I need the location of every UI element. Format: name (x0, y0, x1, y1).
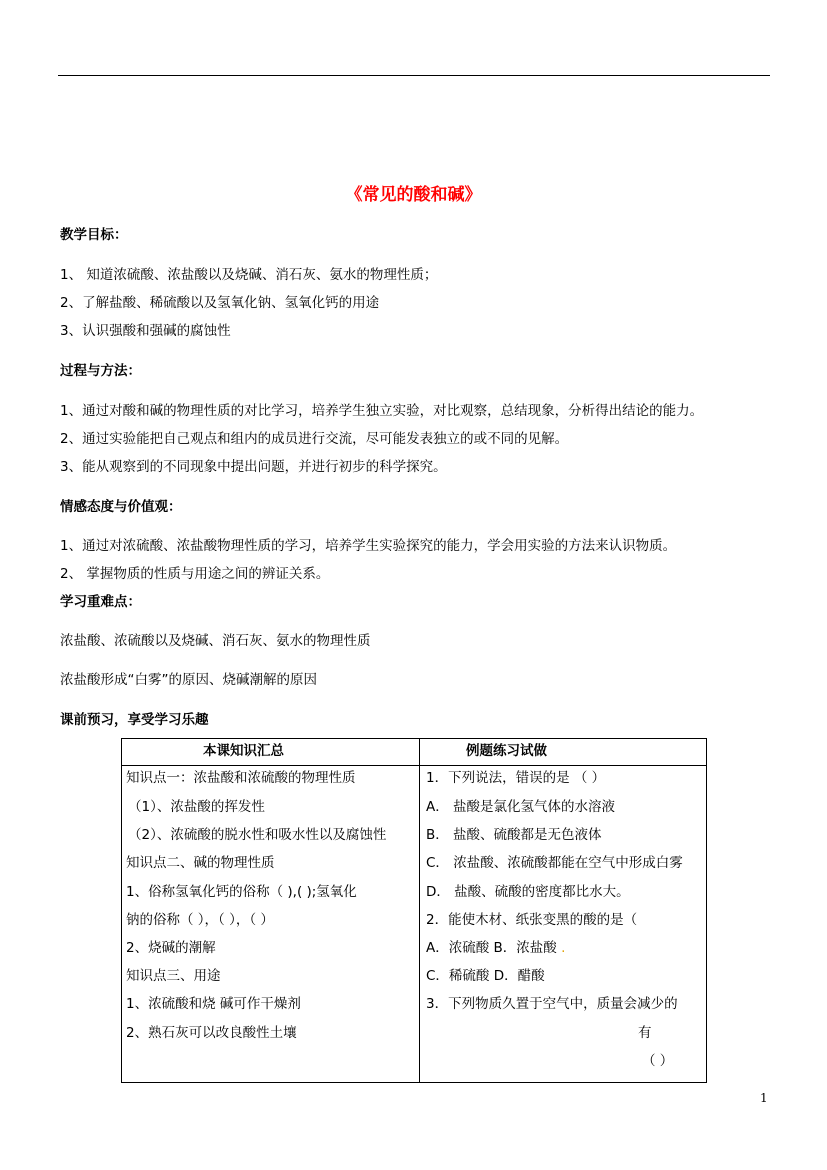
practice-line: C．稀硫酸 D．醋酸 (426, 968, 545, 984)
summary-line: 1、浓硫酸和烧 碱可作干燥剂 (126, 996, 301, 1012)
process-item: 3、能从观察到的不同现象中提出问题，并进行初步的科学探究。 (60, 459, 447, 475)
document-title: 《常见的酸和碱》 (345, 185, 482, 205)
keypoint-item: 浓盐酸形成“白雾”的原因、烧碱潮解的原因 (60, 672, 317, 688)
right-header-text: 例题练习试做 (466, 743, 547, 759)
process-item: 2、通过实验能把自己观点和组内的成员进行交流，尽可能发表独立的或不同的见解。 (60, 431, 569, 447)
summary-line: 知识点三、用途 (126, 968, 221, 984)
summary-line: 2、熟石灰可以改良酸性土壤 (126, 1025, 297, 1041)
practice-line: B． 盐酸、硫酸都是无色液体 (426, 827, 602, 843)
practice-line: A． 盐酸是氯化氢气体的水溶液 (426, 799, 616, 815)
section-heading-objectives: 教学目标： (60, 227, 128, 243)
summary-line: （1）、浓盐酸的挥发性 (128, 799, 265, 815)
objective-item: 2、了解盐酸、稀硫酸以及氢氧化钠、氢氧化钙的用途 (60, 295, 380, 311)
objective-item: 1、 知道浓硫酸、浓盐酸以及烧碱、消石灰、氨水的物理性质； (60, 267, 438, 283)
summary-line: 知识点一：浓盐酸和浓硫酸的物理性质 (126, 770, 356, 786)
section-heading-attitude: 情感态度与价值观： (60, 499, 182, 515)
attitude-item: 1、通过对浓硫酸、浓盐酸物理性质的学习，培养学生实验探究的能力，学会用实验的方法来认识物质。 (60, 538, 677, 554)
left-header-text: 本课知识汇总 (203, 743, 284, 759)
process-item: 1、通过对酸和碱的物理性质的对比学习，培养学生独立实验，对比观察，总结现象，分析得出结论的能力。 (60, 403, 704, 419)
section-heading-keypoints: 学习重难点： (60, 594, 141, 610)
knowledge-summary-cell (122, 766, 420, 1083)
summary-line: 1、俗称氢氧化钙的俗称（ ),( );氢氧化 (126, 884, 357, 900)
practice-line: 有 (638, 1025, 652, 1041)
practice-cell (420, 766, 707, 1083)
section-heading-process: 过程与方法： (60, 363, 141, 379)
objective-item: 3、认识强酸和强碱的腐蚀性 (60, 323, 231, 339)
answer-blank: （ ） (642, 1053, 674, 1069)
section-heading-preview: 课前预习，享受学习乐趣 (60, 712, 209, 728)
knowledge-table (121, 738, 707, 1083)
summary-line: 知识点二、碱的物理性质 (126, 855, 275, 871)
practice-line (426, 939, 565, 957)
practice-line: 2．能使木材、纸张变黑的酸的是（ (426, 912, 638, 928)
practice-line: D． 盐酸、硫酸的密度都比水大。 (426, 884, 630, 900)
header-rule (58, 75, 770, 76)
keypoint-item: 浓盐酸、浓硫酸以及烧碱、消石灰、氨水的物理性质 (60, 633, 371, 649)
table-header-right (420, 739, 707, 766)
practice-line-text: A．浓硫酸 B．浓盐酸 (426, 940, 557, 956)
summary-line: （2）、浓硫酸的脱水性和吸水性以及腐蚀性 (128, 827, 387, 843)
attitude-item: 2、 掌握物质的性质与用途之间的辨证关系。 (60, 566, 330, 582)
practice-line: 3．下列物质久置于空气中，质量会减少的 (426, 996, 678, 1012)
practice-line: 1．下列说法，错误的是 （ ） (426, 770, 606, 786)
table-header-left (122, 739, 420, 766)
practice-line: C． 浓盐酸、浓硫酸都能在空气中形成白雾 (426, 855, 683, 871)
page-number: 1 (760, 1091, 768, 1105)
stray-dot: . (561, 940, 566, 956)
summary-line: 2、烧碱的潮解 (126, 940, 216, 956)
summary-line: 钠的俗称（ ），（ ），（ ） (126, 912, 274, 928)
